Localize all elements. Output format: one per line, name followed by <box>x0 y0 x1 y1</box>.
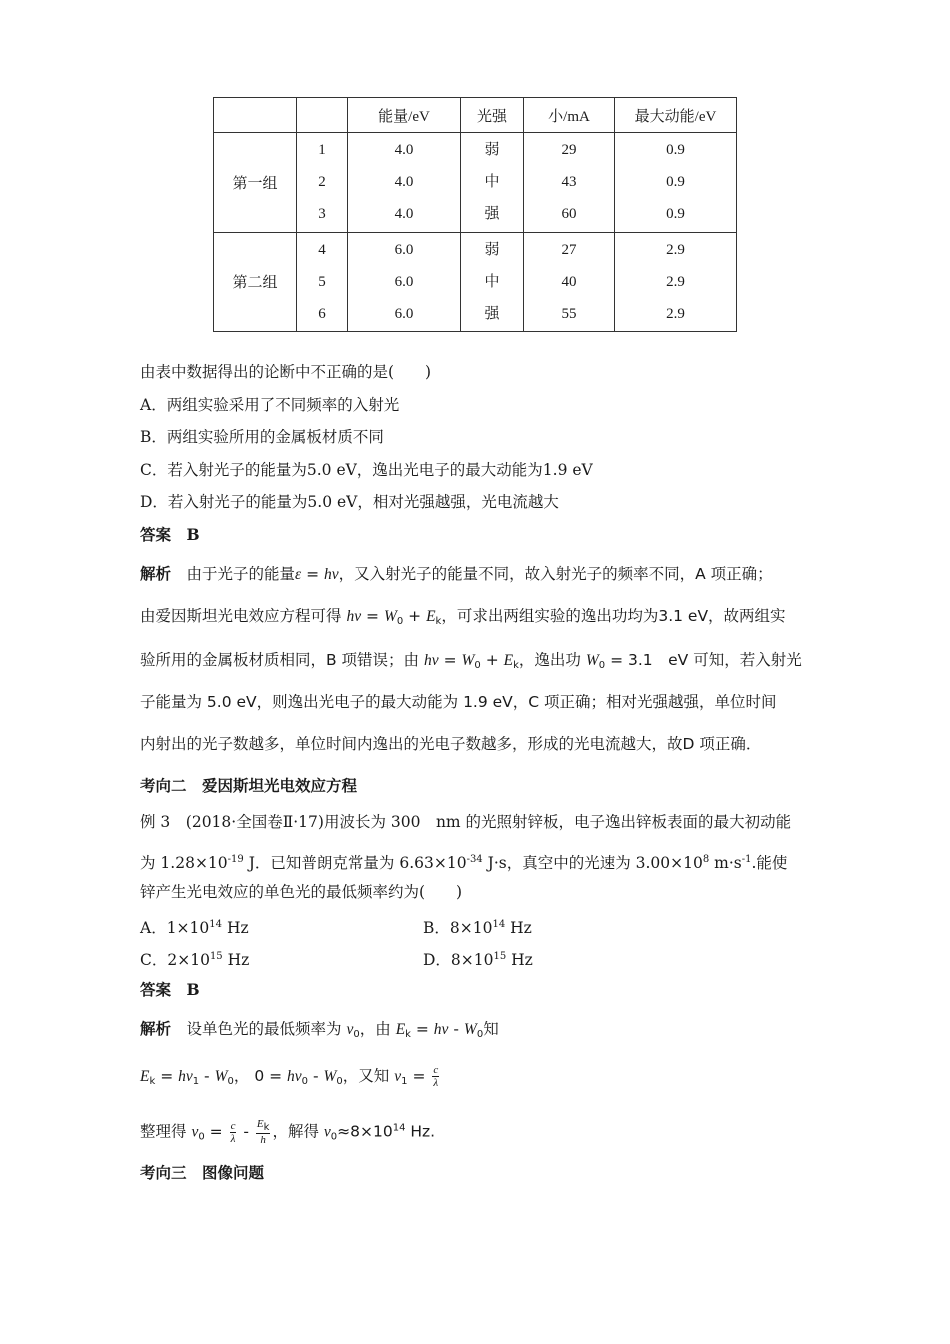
option-b: B．$8\times 10^{14}$ Hz <box>423 919 532 937</box>
intensity-value: 强 <box>484 305 500 322</box>
ke-value: 0.9 <box>666 142 685 159</box>
ke-value: 2.9 <box>666 273 685 290</box>
intensity-value: 中 <box>484 174 500 191</box>
intensity-value: 中 <box>484 273 500 290</box>
example-line: 锌产生光电效应的单色光的最低频率约为( ) <box>140 883 463 901</box>
header-max-ke: 最大动能/eV <box>615 98 737 133</box>
row-number: 4 <box>318 241 326 258</box>
section-heading: 考向二 爱因斯坦光电效应方程 <box>140 776 358 795</box>
header-current: 小/mA <box>524 98 615 133</box>
intensity-value: 强 <box>484 206 500 223</box>
analysis-line: 由爱因斯坦光电效应方程可得 $h\nu = W_0 + E_k$，可求出两组实验的逸出功均为3.1 eV，故两组实 <box>140 607 786 627</box>
analysis-line: $E_k = hv_1 - W_0$， $0 = hv_0 - W_0$，又知 $v_1$ = $\frac{c}{\lambda}$ <box>140 1064 439 1089</box>
current-value: 60 <box>561 206 577 223</box>
option-a: A．两组实验采用了不同频率的入射光 <box>140 396 400 414</box>
row-number: 1 <box>318 142 326 159</box>
current-value: 27 <box>561 241 577 258</box>
example-line: 例 3 (2018·全国卷Ⅱ·17)用波长为 300 nm 的光照射锌板，电子逸出锌板表面的最大初动能 <box>140 813 792 831</box>
header-intensity: 光强 <box>461 98 524 133</box>
analysis-label: 解析 <box>140 565 172 583</box>
current-value: 40 <box>561 273 577 290</box>
analysis-line: 验所用的金属板材质相同，B 项错误；由 $h\nu = W_0 + E_k$，逸出功 $W_0 = 3.1$ eV 可知，若入射光 <box>140 651 802 671</box>
energy-value: 6.0 <box>394 305 414 322</box>
row-number: 3 <box>318 206 326 223</box>
fraction: $\frac{c}{\lambda}$ <box>433 1064 439 1089</box>
option-c: C．若入射光子的能量为5.0 eV，逸出光电子的最大动能为1.9 eV <box>140 461 593 479</box>
energy-value: 4.0 <box>394 206 414 223</box>
answer: 答案 B <box>140 525 200 544</box>
row-number: 6 <box>318 305 326 322</box>
ke-value: 0.9 <box>666 206 685 223</box>
section-heading: 考向三 图像问题 <box>140 1163 265 1182</box>
row-number: 2 <box>318 174 326 191</box>
current-value: 29 <box>561 142 577 159</box>
analysis-line: 整理得 $v_0$ = $\frac{c}{\lambda}$ - $\frac{E_k}{h}$ ，解得 $v_0\approx 8\times 10^{14}$ Hz. <box>140 1118 436 1146</box>
analysis-line: 内射出的光子数越多，单位时间内逸出的光电子数越多，形成的光电流越大，故D 项正确． <box>140 735 762 753</box>
energy-value: 6.0 <box>394 241 414 258</box>
fraction: $\frac{c}{\lambda}$ <box>230 1119 236 1145</box>
row-number: 5 <box>318 273 326 290</box>
option-d: D．若入射光子的能量为5.0 eV，相对光强越强，光电流越大 <box>140 493 559 511</box>
header-cell <box>214 98 297 133</box>
energy-value: 6.0 <box>394 273 414 290</box>
current-value: 55 <box>561 305 577 322</box>
option-a: A．$1\times 10^{14}$ Hz <box>140 919 249 937</box>
header-energy: 能量/eV <box>348 98 461 133</box>
analysis-line: 子能量为 5.0 eV，则逸出光电子的最大动能为 1.9 eV，C 项正确；相对光强越强，单位时间 <box>140 693 777 711</box>
analysis-label: 解析 <box>140 1020 172 1038</box>
ke-value: 2.9 <box>666 305 685 322</box>
intensity-value: 弱 <box>484 142 500 159</box>
energy-value: 4.0 <box>394 174 414 191</box>
energy-value: 4.0 <box>394 142 414 159</box>
ke-value: 2.9 <box>666 241 685 258</box>
fraction: $\frac{E_k}{h}$ <box>256 1118 270 1146</box>
table-group-row <box>214 133 737 233</box>
data-table <box>213 97 737 332</box>
answer: 答案 B <box>140 980 200 999</box>
table-group-row <box>214 232 737 332</box>
option-d: D．$8\times 10^{15}$ Hz <box>423 951 533 969</box>
analysis-line: 解析 由于光子的能量ε = hν，又入射光子的能量不同，故入射光子的频率不同，A 项正确； <box>140 565 773 583</box>
current-value: 43 <box>561 174 577 191</box>
question-stem: 由表中数据得出的论断中不正确的是( ) <box>140 363 432 381</box>
example-line: 为 $1.28\times 10^{-19}$ J．已知普朗克常量为 $6.63\times 10^{-34}$ J·s，真空中的光速为 $3.00\times 10^8$ $m\cdot s^{-1}$.能使 <box>140 854 788 872</box>
option-b: B．两组实验所用的金属板材质不同 <box>140 428 384 446</box>
group-label: 第二组 <box>214 232 297 332</box>
intensity-value: 弱 <box>484 241 500 258</box>
ke-value: 0.9 <box>666 174 685 191</box>
table-header-row <box>214 98 737 133</box>
header-cell <box>297 98 348 133</box>
group-label: 第一组 <box>214 133 297 233</box>
analysis-line: 解析 设单色光的最低频率为 $v_0$，由 $E_k$ = hv - $W_0$知 <box>140 1020 499 1040</box>
option-c: C．$2\times 10^{15}$ Hz <box>140 951 250 969</box>
